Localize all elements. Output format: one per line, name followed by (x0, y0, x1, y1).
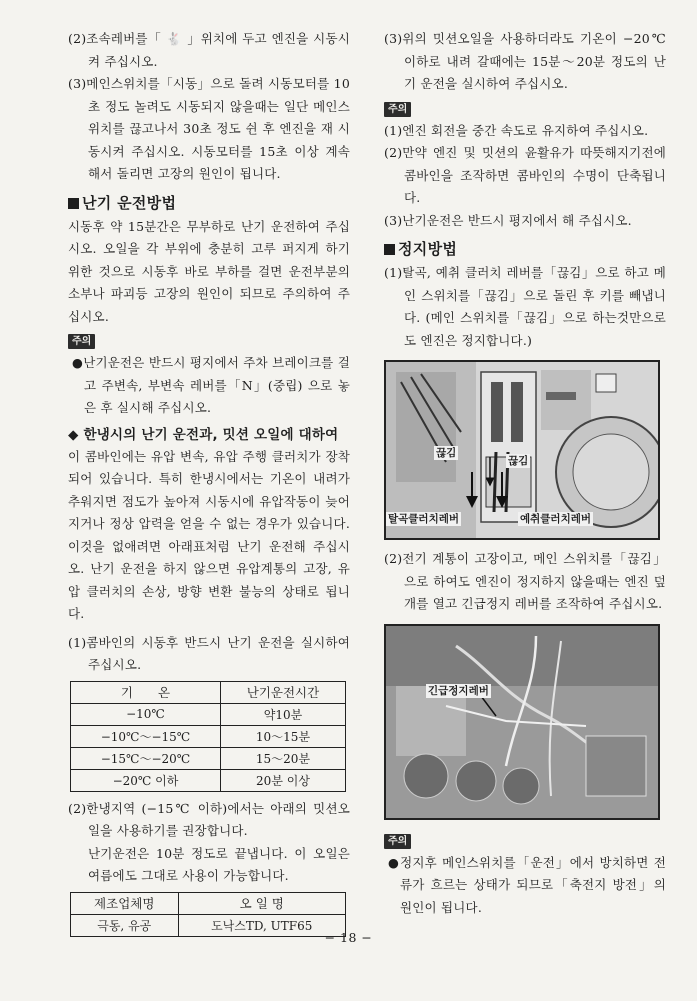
table-header-cell: 기 온 (71, 681, 221, 703)
warmup-paragraph: 시동후 약 15분간은 무부하로 난기 운전하여 주십시오. 오일을 각 부위에 충분히 고루 퍼지게 하기 위한 것으로 시동후 바로 부하를 걸면 운전부분의 소부나 파괴등 고장의 원인이 되므로 주의하여 주십시오. (68, 218, 350, 324)
left-column (68, 28, 350, 943)
table-row (71, 747, 346, 769)
cold-paragraph: 이 콤바인에는 유압 변속, 유압 주행 클러치가 장착되어 있습니다. 특히 한냉시에서는 기온이 내려가 추워지면 점도가 높아져 시동시에 유압작동이 늦어지거나 정상 압력을 얻을 수 없는 경우가 있습니다. 이것을 없애려면 아래표처럼 난기 운전해 주십시오. 난기 운전을 하지 않으면 유압계통의 고장, 유압 클러치의 손상, 방향 변환 불능의 상태로 됩니다. (68, 448, 350, 621)
cold-item-2: (2)한냉지역 (−15℃ 이하)에서는 아래의 밋션오일을 사용하기를 권장합니다. (68, 800, 350, 838)
note-item-3: (3)난기운전은 반드시 평지에서 해 주십시오. (384, 212, 632, 228)
table-header-row (71, 681, 346, 703)
final-note: ●정지후 메인스위치를「운전」에서 방치하면 전류가 흐르는 상태가 되므로「축전지 방전」의 원인이 됩니다. (388, 854, 666, 915)
table-cell: −20℃ 이하 (71, 769, 221, 791)
emergency-lever-photo (384, 624, 660, 820)
stop-item-2: (2)전기 계통이 고장이고, 메인 스위치를「끊김」으로 하여도 엔진이 정지하지 않을때는 엔진 덮개를 열고 긴급정지 레버를 조작하여 주십시오. (384, 551, 666, 611)
table-cell: 15～20분 (220, 747, 345, 769)
reaping-clutch-label: 예취클러치레버 (520, 513, 592, 525)
table-header-cell: 제조업체명 (71, 892, 179, 914)
heading-square-icon (68, 198, 79, 209)
stop-item-1: (1)탈곡, 예취 클러치 레버를「끊김」으로 하고 메인 스위치를「끊김」으로 돌린 후 키를 빼냅니다. (메인 스위치를「끊김」으로 하는것만으로도 엔진은 정지합니다.) (384, 265, 666, 348)
right-column (384, 28, 666, 919)
start-item-2: (2)조속레버를「 🐇 」위치에 두고 엔진을 시동시켜 주십시오. (68, 31, 350, 69)
table-cell: 극동, 유공 (71, 914, 179, 936)
note-badge: 주의 (384, 102, 411, 117)
cold-item-3: (3)위의 밋션오일을 사용하더라도 기온이 −20℃ 이하로 내려 갈때에는 15분～20분 정도의 난기 운전을 실시하여 주십시오. (384, 31, 666, 91)
note-item-2: (2)만약 엔진 및 밋션의 윤활유가 따뜻해지기전에 콤바인을 조작하면 콤바인의 수명이 단축됩니다. (384, 145, 666, 205)
table-cell: −10℃～−15℃ (71, 725, 221, 747)
threshing-clutch-label: 탈곡클러치레버 (388, 513, 460, 525)
cold-heading: ◆ 한냉시의 난기 운전과, 밋션 오일에 대하여 (68, 426, 339, 443)
table-row (71, 703, 346, 725)
warmup-time-table (70, 681, 346, 792)
heading-square-icon (384, 244, 395, 255)
stop-heading: 정지방법 (384, 238, 666, 260)
clutch-lever-photo (384, 360, 660, 540)
table-cell: 20분 이상 (220, 769, 345, 791)
table-row (71, 769, 346, 791)
table-header-row (71, 892, 346, 914)
cold-item-1: (1)콤바인의 시동후 반드시 난기 운전을 실시하여 주십시오. (68, 634, 350, 672)
table-cell: −10℃ (71, 703, 221, 725)
photo-label-off-left: 끊김 (436, 447, 457, 459)
table-row (71, 725, 346, 747)
table-cell: 도낙스TD, UTF65 (178, 914, 346, 936)
warmup-heading: 난기 운전방법 (68, 192, 350, 214)
photo-label-off-right: 끊김 (508, 455, 529, 467)
note-item-1: (1)엔진 회전을 중간 속도로 유지하여 주십시오. (384, 122, 649, 138)
emergency-lever-illustration (386, 626, 658, 818)
cold-item-2-extra: 난기운전은 10분 정도로 끝냅니다. 이 오일은 여름에도 그대로 사용이 가능합니다. (88, 845, 350, 883)
table-header-cell: 난기운전시간 (220, 681, 345, 703)
page-number: − 18 − (324, 930, 373, 945)
note-badge: 주의 (68, 334, 95, 349)
emergency-lever-label: 긴급정지레버 (428, 684, 489, 697)
table-cell: 10～15분 (220, 725, 345, 747)
note-badge: 주의 (384, 834, 411, 849)
table-cell: −15℃～−20℃ (71, 747, 221, 769)
start-item-3: (3)메인스위치를「시동」으로 돌려 시동모터를 10초 정도 놀려도 시동되지 않을때는 일단 메인스위치를 끊고나서 30초 정도 쉰 후 엔진을 재 시동시켜 주십시오. 시동모터를 15초 이상 계속해서 돌리면 고장의 원인이 됩니다. (68, 76, 350, 181)
warmup-note: ●난기운전은 반드시 평지에서 주차 브레이크를 걸고 주변속, 부변속 레버를「N」(중립) 으로 놓은 후 실시해 주십시오. (72, 355, 350, 415)
table-header-cell: 오 일 명 (178, 892, 346, 914)
table-cell: 약10분 (220, 703, 345, 725)
